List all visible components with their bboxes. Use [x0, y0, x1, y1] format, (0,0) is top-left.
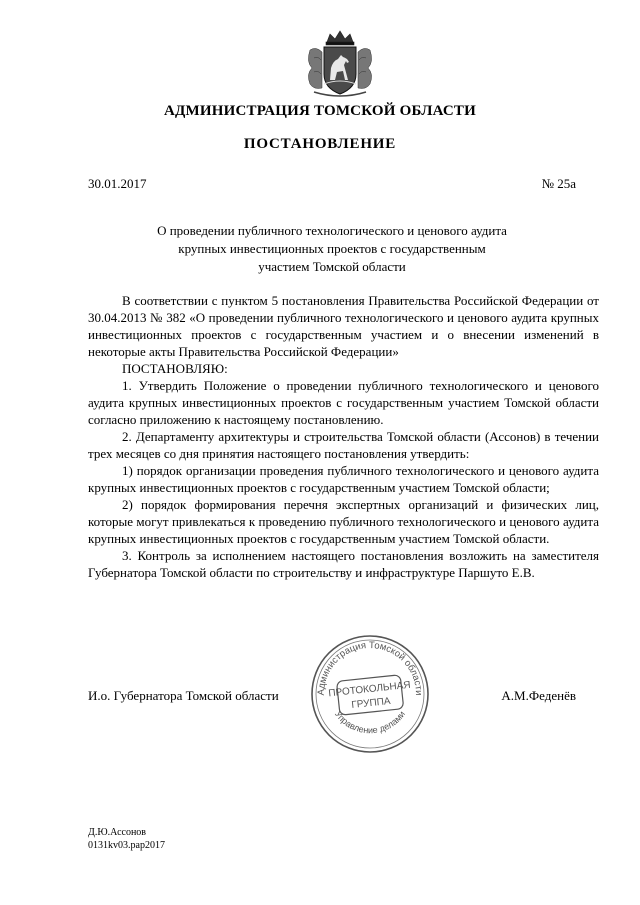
- document-date: 30.01.2017: [88, 176, 147, 191]
- stamp-inner-line-1: ПРОТОКОЛЬНАЯ: [327, 679, 412, 700]
- organization-title: АДМИНИСТРАЦИЯ ТОМСКОЙ ОБЛАСТИ: [164, 103, 476, 119]
- stamp-ring-bottom-text: Управление делами: [332, 709, 408, 736]
- svg-text:Управление делами: [333, 709, 407, 735]
- document-footer: [88, 826, 165, 852]
- clause-2-item-1: 1) порядок организации проведения публичного технологического и ценового аудита крупных инвестиционных проектов с государственным участием Томской области;: [88, 463, 599, 495]
- subject-line: участием Томской области: [258, 259, 406, 274]
- clause-3: 3. Контроль за исполнением настоящего постановления возложить на заместителя Губернатора Томской области по строительству и инфраструктуре Паршуто Е.В.: [88, 548, 599, 580]
- coat-of-arms-icon: [300, 28, 380, 98]
- document-subject: [88, 222, 576, 276]
- file-reference: 0131kv03.pap2017: [88, 840, 165, 851]
- clause-1: 1. Утвердить Положение о проведении публичного технологического и ценового аудита крупных инвестиционных проектов с государственным участием Томской области согласно приложению к настоящему постановлению.: [88, 378, 599, 427]
- decree-word: ПОСТАНОВЛЯЮ:: [122, 361, 228, 376]
- document-body: [88, 292, 599, 581]
- signatory-name: А.М.Феденёв: [501, 688, 576, 703]
- document-number: № 25а: [541, 176, 576, 191]
- signatory-position: И.о. Губернатора Томской области: [88, 688, 279, 703]
- preamble-paragraph: В соответствии с пунктом 5 постановления Правительства Российской Федерации от 30.04.2013 № 382 «О проведении публичного технологического и ценового аудита крупных инвестиционных проектов с государственным участием и о внесении изменений в некоторые акты Правительства Российской Федерации»: [88, 293, 599, 359]
- document-type-title: ПОСТАНОВЛЕНИЕ: [243, 136, 397, 152]
- clause-2: 2. Департаменту архитектуры и строительства Томской области (Ассонов) в течении трех месяцев со дня принятия настоящего постановления утвердить:: [88, 429, 599, 461]
- subject-line: О проведении публичного технологического и ценового аудита: [157, 223, 507, 238]
- executor-name: Д.Ю.Ассонов: [88, 827, 147, 838]
- subject-line: крупных инвестиционных проектов с государственным: [178, 241, 486, 256]
- clause-2-item-2: 2) порядок формирования перечня экспертных организаций и физических лиц, которые могут привлекаться к проведению публичного технологического и ценового аудита крупных инвестиционных проектов с государственным участием Томской области.: [88, 497, 599, 546]
- official-stamp: [308, 632, 432, 756]
- stamp-inner-line-2: ГРУППА: [350, 695, 392, 711]
- stamp-ring-text: Администрация Томской области: [315, 639, 425, 696]
